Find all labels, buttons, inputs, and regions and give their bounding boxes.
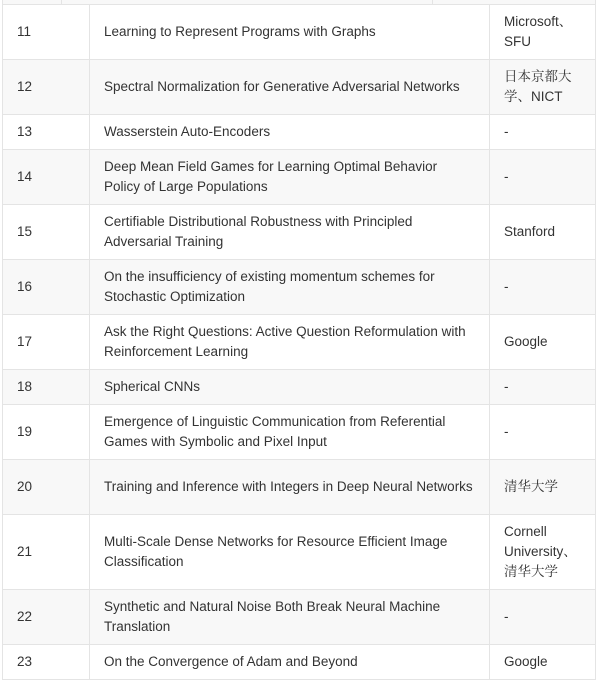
paper-organization: - [490,260,596,315]
paper-title: Training and Inference with Integers in Deep Neural Networks [90,460,490,515]
table-row [3,60,596,115]
row-number: 14 [3,150,90,205]
paper-organization: 日本京都大学、NICT [490,60,596,115]
paper-title: Certifiable Distributional Robustness with Principled Adversarial Training [90,205,490,260]
row-number: 12 [3,60,90,115]
table-row [3,205,596,260]
row-number: 17 [3,315,90,370]
table-row [3,315,596,370]
paper-title: Wasserstein Auto-Encoders [90,115,490,150]
row-number: 11 [3,5,90,60]
table-row [3,590,596,645]
row-number: 22 [3,590,90,645]
paper-title: Spectral Normalization for Generative Adversarial Networks [90,60,490,115]
paper-organization: - [490,115,596,150]
row-number: 15 [3,205,90,260]
row-number: 23 [3,645,90,680]
row-number: 20 [3,460,90,515]
row-number: 18 [3,370,90,405]
paper-title: Synthetic and Natural Noise Both Break Neural Machine Translation [90,590,490,645]
paper-title: Multi-Scale Dense Networks for Resource Efficient Image Classification [90,515,490,590]
paper-title: Learning to Represent Programs with Graphs [90,5,490,60]
row-number: 19 [3,405,90,460]
paper-organization: Cornell University、清华大学 [490,515,596,590]
paper-title: Ask the Right Questions: Active Question Reformulation with Reinforcement Learning [90,315,490,370]
paper-organization: Google [490,645,596,680]
paper-title: Deep Mean Field Games for Learning Optimal Behavior Policy of Large Populations [90,150,490,205]
table-row [3,405,596,460]
table-row [3,370,596,405]
table-row [3,150,596,205]
paper-organization: Stanford [490,205,596,260]
paper-organization: 清华大学 [490,460,596,515]
table-row [3,115,596,150]
paper-organization: - [490,150,596,205]
paper-organization: Microsoft、SFU [490,5,596,60]
paper-organization: - [490,590,596,645]
row-number: 21 [3,515,90,590]
paper-title: On the insufficiency of existing momentum schemes for Stochastic Optimization [90,260,490,315]
paper-title: Emergence of Linguistic Communication from Referential Games with Symbolic and Pixel Input [90,405,490,460]
paper-title: On the Convergence of Adam and Beyond [90,645,490,680]
paper-organization: Google [490,315,596,370]
table-row [3,5,596,60]
table-row [3,645,596,680]
paper-title: Spherical CNNs [90,370,490,405]
row-number: 13 [3,115,90,150]
paper-organization: - [490,405,596,460]
table-row [3,515,596,590]
papers-table [2,4,596,680]
paper-organization: - [490,370,596,405]
table-row [3,260,596,315]
row-number: 16 [3,260,90,315]
table-row [3,460,596,515]
